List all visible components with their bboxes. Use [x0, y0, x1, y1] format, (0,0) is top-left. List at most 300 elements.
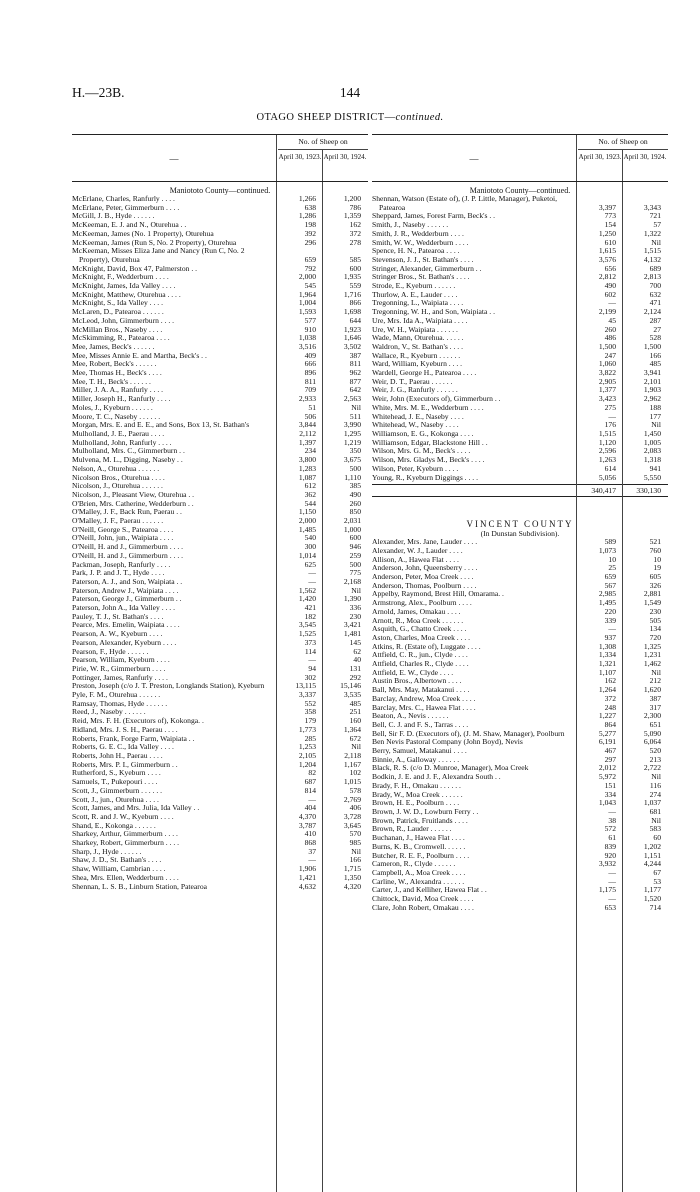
owner-name: Mee, Misses Annie E. and Martha, Beck's . . [72, 351, 207, 360]
sheep-1923: 45 [608, 315, 616, 325]
sheep-1924: 5,090 [643, 728, 661, 738]
sheep-1923: 1,283 [298, 463, 316, 473]
sheep-1923: 1,175 [598, 885, 616, 895]
table-row [372, 547, 668, 556]
sheep-1923: 577 [304, 315, 316, 325]
owner-name: Waldron, V., St. Bathan's . . . . [372, 342, 463, 351]
sheep-1923: 1,773 [298, 724, 316, 734]
table-row [372, 282, 668, 291]
table-row [72, 195, 368, 204]
owner-name: McKnight, David, Box 47, Palmerston . . [72, 264, 198, 273]
sheep-1924: 1,219 [343, 437, 361, 447]
owner-name: Clare, John Robert, Omakau . . . . [372, 903, 474, 912]
sheep-1923: 3,397 [598, 202, 616, 212]
sheep-1923: 1,334 [598, 650, 616, 660]
sheep-1924: 2,300 [643, 711, 661, 721]
sheep-1923: 51 [308, 402, 316, 412]
sheep-1923: 839 [604, 841, 616, 851]
owner-name: Mee, Thomas H., Beck's . . . . [72, 369, 162, 378]
sheep-1924: 1,015 [343, 777, 361, 787]
table-row [72, 726, 368, 735]
table-row [372, 212, 668, 221]
table-row [72, 604, 368, 613]
sheep-1923: 1,286 [298, 211, 316, 221]
sheep-1923: 659 [304, 254, 316, 264]
sheep-1924: 15,146 [340, 681, 361, 691]
table-row [72, 813, 368, 822]
sheep-1924: 1,935 [343, 272, 361, 282]
owner-name: Weir, John (Executors of), Gimmerburn . . [372, 395, 501, 404]
owner-name: Reid, Mrs. F. H. (Executors of), Kokonga. . [72, 717, 204, 726]
table-row [372, 843, 668, 852]
sheep-1924: 1,923 [343, 324, 361, 334]
table-row [72, 282, 368, 291]
table-row [372, 660, 668, 669]
sheep-1924: 317 [649, 702, 661, 712]
owner-name: Carter, J., and Kelliher, Hawea Flat . . [372, 886, 487, 895]
sheep-1923: 3,516 [298, 341, 316, 351]
owner-name: Williamson, E. G., Kokonga . . . . [372, 429, 474, 438]
owner-name: Bell, Sir F. D. (Executors of), (J. M. Shaw, Manager), Poolburn [372, 729, 565, 738]
table-row [72, 717, 368, 726]
sheep-1923: 3,844 [298, 420, 316, 430]
sheep-1924: 2,962 [643, 394, 661, 404]
sheep-1923: — [608, 867, 616, 877]
sheep-1923: 409 [304, 350, 316, 360]
sheep-1924: 62 [353, 646, 361, 656]
sheep-1923: — [308, 576, 316, 586]
table-row [72, 778, 368, 787]
sheep-1924: 962 [349, 368, 361, 378]
owner-name: Appelby, Raymond, Brest Hill, Omarama. . [372, 590, 504, 599]
sheep-1923: 1,906 [298, 864, 316, 874]
sheep-1924: 6,064 [643, 737, 661, 747]
sheep-1924: Nil [651, 772, 661, 782]
table-row [72, 856, 368, 865]
right-table [372, 134, 668, 912]
sheep-1924: 1,364 [343, 724, 361, 734]
sheep-1924: 1,715 [343, 864, 361, 874]
table-row [72, 883, 368, 892]
owner-name: Stringer Bros., St. Bathan's . . . . [372, 273, 470, 282]
sheep-1924: 3,343 [643, 202, 661, 212]
table-row [372, 617, 668, 626]
sheep-1924: 585 [349, 254, 361, 264]
sheep-1924: 116 [649, 780, 661, 790]
table-row [372, 404, 668, 413]
sheep-1924: 145 [349, 637, 361, 647]
owner-name: O'Malley, J. F., Paerau . . . . . . [72, 517, 164, 526]
sheep-1923: 3,822 [598, 368, 616, 378]
table-row [72, 273, 368, 282]
sheep-1923: 94 [308, 663, 316, 673]
table-row [372, 439, 668, 448]
table-row [72, 761, 368, 770]
table-body [372, 182, 668, 912]
owner-name: Attfield, Charles R., Clyde . . . . [372, 660, 469, 669]
table-row [72, 421, 368, 430]
sheep-1924: 166 [349, 855, 361, 865]
sheep-1923: 13,115 [295, 681, 316, 691]
sheep-1924: 67 [653, 867, 661, 877]
owner-name: Bodkin, J. E. and J. F., Alexandra South . . [372, 773, 501, 782]
sheep-1924: 188 [649, 402, 661, 412]
sheep-1924: 760 [649, 545, 661, 555]
title-continued: continued. [395, 112, 444, 123]
table-row [372, 773, 668, 782]
sheep-1923: 2,199 [598, 307, 616, 317]
left-table [72, 134, 368, 891]
sheep-1924: 2,083 [643, 446, 661, 456]
table-row [372, 730, 668, 739]
sheep-1923: 1,087 [298, 472, 316, 482]
sheep-1923: 614 [604, 463, 616, 473]
owner-name: McLaren, D., Patearoa . . . . . . [72, 308, 164, 317]
owner-name: Paterson, George J., Gimmerburn . . [72, 595, 182, 604]
owner-name: Bell, C. J. and F. S., Tarras . . . . [372, 720, 469, 729]
header-dash: — [469, 154, 479, 164]
sheep-1923: 1,250 [598, 228, 616, 238]
owner-name: Brady, W., Moa Creek . . . . . . [372, 790, 463, 799]
table-row [72, 212, 368, 221]
table-row [72, 743, 368, 752]
table-row [372, 869, 668, 878]
owner-name: Miller, J. A. A., Ranfurly . . . . [72, 386, 164, 395]
sheep-1923: 3,545 [298, 620, 316, 630]
sheep-1924: 1,481 [343, 629, 361, 639]
sheep-1923: 5,972 [598, 772, 616, 782]
sheep-1924: 1,231 [643, 650, 661, 660]
owner-name: Sharkey, Robert, Gimmerburn . . . . [72, 839, 180, 848]
sheep-1923: 10 [608, 554, 616, 564]
sheep-1924: 946 [349, 542, 361, 552]
owner-name: Wardell, George H., Patearoa . . . . [372, 369, 477, 378]
table-row [72, 796, 368, 805]
header-sheep-count: No. of Sheep on [598, 137, 648, 146]
sheep-1923: 540 [304, 533, 316, 543]
sheep-1923: 176 [604, 420, 616, 430]
table-row [372, 326, 668, 335]
total-row [372, 484, 668, 497]
sheep-1923: 1,107 [598, 667, 616, 677]
sheep-1924: 1,200 [343, 194, 361, 203]
table-row [372, 447, 668, 456]
table-row [72, 308, 368, 317]
sheep-1923: 1,420 [298, 594, 316, 604]
owner-name: Brown, H. E., Poolburn . . . . [372, 799, 460, 808]
sheep-1923: 864 [604, 719, 616, 729]
table-row [372, 704, 668, 713]
table-row [72, 526, 368, 535]
sheep-1923: 2,985 [598, 589, 616, 599]
sheep-1923: 1,264 [598, 685, 616, 695]
sheep-1924: 485 [349, 698, 361, 708]
sheep-1924: 877 [349, 376, 361, 386]
table-header [72, 134, 368, 182]
sheep-1923: 2,812 [598, 272, 616, 282]
table-row [72, 752, 368, 761]
sheep-1924: 2,118 [344, 751, 361, 760]
sheep-1923: — [308, 568, 316, 578]
title-main: OTAGO SHEEP DISTRICT— [256, 112, 396, 123]
owner-name: Carline, W., Alexandra . . . . . . [372, 877, 465, 886]
sheep-1924: 1,620 [643, 685, 661, 695]
owner-name: Atkins, R. (Estate of), Luggate . . . . [372, 642, 481, 651]
sheep-1923: 1,253 [298, 742, 316, 752]
table-row [72, 874, 368, 883]
sheep-1924: 336 [349, 603, 361, 613]
sheep-1923: 2,000 [298, 516, 316, 526]
sheep-1923: 552 [304, 698, 316, 708]
sheep-1923: 814 [304, 785, 316, 795]
section-heading: Maniototo County—continued. [469, 186, 571, 195]
owner-name: Whitehead, J. E., Naseby . . . . [372, 412, 464, 421]
sheep-1924: 134 [649, 624, 661, 634]
sheep-1924: 866 [349, 298, 361, 308]
owner-name: Brady, F. H., Omakau . . . . . . [372, 781, 461, 790]
table-row [372, 878, 668, 887]
sheep-1924: 681 [649, 807, 661, 816]
table-row [372, 895, 668, 904]
sheep-1924: 720 [649, 632, 661, 642]
sheep-1923: 896 [304, 368, 316, 378]
owner-name: Binnie, A., Galloway . . . . . . [372, 755, 460, 764]
sheep-1923: 5,277 [598, 728, 616, 738]
table-row [72, 769, 368, 778]
page-id: H.—23B. [72, 85, 125, 100]
sheep-1923: 296 [304, 237, 316, 247]
sheep-1924: 1,515 [643, 246, 661, 256]
sheep-1923: 589 [604, 537, 616, 547]
owner-name: McKnight, F., Wedderburn . . . . [72, 273, 169, 282]
table-row [72, 865, 368, 874]
owner-name: Sharkey, Arthur, Gimmerburn . . . . [72, 830, 178, 839]
sheep-1924: 1,462 [643, 659, 661, 669]
sheep-1923: 666 [304, 359, 316, 369]
table-row [72, 561, 368, 570]
sheep-1923: — [608, 876, 616, 886]
owner-name: McGill, J. B., Hyde . . . . . . [72, 212, 155, 221]
sheep-1923: 1,495 [598, 598, 616, 608]
sheep-1923: 1,204 [298, 759, 316, 769]
sheep-1924: 644 [349, 315, 361, 325]
sheep-1924: 1,322 [643, 228, 661, 238]
sheep-1923: 3,337 [298, 690, 316, 700]
sheep-1924: 578 [349, 785, 361, 795]
sheep-1923: — [608, 298, 616, 308]
sheep-1923: 358 [304, 707, 316, 717]
table-row [372, 782, 668, 791]
table-row [372, 430, 668, 439]
owner-name: Stevenson, J. J., St. Bathan's . . . . [372, 255, 474, 264]
sheep-1924: 651 [649, 719, 661, 729]
table-row [372, 651, 668, 660]
table-row [72, 291, 368, 300]
sheep-1923: 151 [604, 780, 616, 790]
owner-name: Chittock, David, Moa Creek . . . . [372, 895, 474, 904]
table-row [372, 395, 668, 404]
table-row [372, 474, 668, 483]
sheep-1923: 247 [604, 350, 616, 360]
owner-name: Sheppard, James, Forest Farm, Beck's . . [372, 212, 496, 221]
table-row [72, 848, 368, 857]
sheep-1924: 387 [349, 350, 361, 360]
owner-name: Ridland, Mrs. J. S. H., Paerau . . . . [72, 725, 178, 734]
sheep-1923: 2,905 [598, 376, 616, 386]
table-row [72, 534, 368, 543]
sheep-1923: 1,263 [598, 455, 616, 465]
sheep-1923: — [308, 794, 316, 804]
sheep-1924: 162 [349, 220, 361, 230]
sheep-1924: 213 [649, 754, 661, 764]
sheep-1924: Nil [351, 742, 361, 752]
owner-name: Shand, E., Kokonga . . . . . . [72, 821, 156, 830]
sheep-1924: 1,202 [643, 841, 661, 851]
table-row [72, 543, 368, 552]
sheep-1924: 2,031 [343, 516, 361, 526]
table-row [72, 474, 368, 483]
sheep-1923: 372 [604, 693, 616, 703]
sheep-1923: 82 [308, 768, 316, 778]
sheep-1923: 709 [304, 385, 316, 395]
table-row [72, 221, 368, 230]
table-row [72, 621, 368, 630]
table-row [372, 256, 668, 265]
sheep-1924: 505 [649, 615, 661, 625]
table-row [72, 508, 368, 517]
table-row [372, 195, 668, 212]
owner-name: Mulholland, Mrs. C., Gimmerburn . . [72, 447, 185, 456]
owner-name: Attfield, E. W., Clyde . . . . [372, 668, 454, 677]
owner-name: Asquith, G., Chatto Creek . . . . [372, 625, 467, 634]
table-row [72, 204, 368, 213]
table-row [72, 439, 368, 448]
sheep-1924: 1,520 [643, 894, 661, 904]
sheep-1924: 2,124 [643, 307, 661, 317]
sheep-1924: 1,390 [343, 594, 361, 604]
sheep-1923: 61 [608, 833, 616, 843]
owner-name: Ure, Mrs. Ida A., Waipiata . . . . [372, 316, 468, 325]
sheep-1923: 567 [604, 580, 616, 590]
owner-name: Samuels, T., Pukepouri . . . . [72, 778, 158, 787]
sheep-1924: 471 [649, 298, 661, 308]
table-row [372, 808, 668, 817]
sheep-1923: 612 [304, 481, 316, 491]
sheep-1923: 3,800 [298, 455, 316, 465]
sheep-1924: 632 [649, 289, 661, 299]
owner-name: Wallace, R., Kyeburn . . . . . . [372, 351, 461, 360]
sheep-1923: 334 [604, 789, 616, 799]
owner-name: Pottinger, James, Ranfurly . . . . [72, 673, 168, 682]
owner-name: Roberts, G. E. C., Ida Valley . . . . [72, 743, 174, 752]
sheep-1924: 520 [649, 746, 661, 756]
owner-name: Roberts, Mrs. P. I., Gimmerburn . . [72, 760, 178, 769]
table-row [372, 247, 668, 256]
sheep-1923: 198 [304, 220, 316, 230]
owner-name: Reed, J., Naseby . . . . . . [72, 708, 146, 717]
owner-name: O'Neill, H. and J., Gimmerburn . . . . [72, 543, 184, 552]
table-row [372, 695, 668, 704]
sheep-1923: 1,060 [598, 359, 616, 369]
table-row [72, 352, 368, 361]
sheep-1923: 811 [304, 376, 316, 386]
sheep-1923: — [308, 655, 316, 665]
owner-name: Ure, W. H., Waipiata . . . . . . [372, 325, 458, 334]
table-row [72, 369, 368, 378]
table-row [72, 334, 368, 343]
sheep-1924: Nil [651, 667, 661, 677]
sheep-1924: 57 [653, 220, 661, 230]
sheep-1923: 1,525 [298, 629, 316, 639]
table-row [372, 686, 668, 695]
owner-name: Beaton, A., Nevis . . . . . . [372, 712, 449, 721]
table-row [372, 852, 668, 861]
sheep-1924: 53 [653, 876, 661, 886]
sheep-1924: 1,167 [343, 759, 361, 769]
sheep-1924: 941 [649, 463, 661, 473]
owner-name: Young, R., Kyeburn Diggings . . . . [372, 473, 478, 482]
owner-name: Barclay, Andrew, Moa Creek . . . . [372, 694, 476, 703]
sheep-1923: 545 [304, 281, 316, 291]
owner-name: Alexander, W. J., Lauder . . . . [372, 546, 463, 555]
owner-name: Mee, Robert, Beck's . . . . . . [72, 360, 157, 369]
sheep-1923: 506 [304, 411, 316, 421]
owner-name: O'Neill, H. and J., Gimmerburn . . . . [72, 551, 184, 560]
sheep-1923: 1,964 [298, 289, 316, 299]
sheep-1924: 490 [349, 489, 361, 499]
sheep-1924: 600 [349, 263, 361, 273]
table-row [72, 386, 368, 395]
owner-name: McKeeman, E. J. and N., Oturehua . . [72, 221, 187, 230]
sheep-1924: 19 [653, 563, 661, 573]
table-row [72, 708, 368, 717]
table-row [72, 413, 368, 422]
owner-name: Shea, Mrs. Ellen, Wedderburn . . . . [72, 873, 179, 882]
sheep-1923: 392 [304, 228, 316, 238]
sheep-1923: 1,266 [298, 194, 316, 203]
owner-name: Armstrong, Alex., Poolburn . . . . [372, 599, 472, 608]
table-row [72, 447, 368, 456]
owner-name: Paterson, A. J., and Son, Waipiata . . [72, 577, 183, 586]
table-row [72, 587, 368, 596]
table-row [372, 582, 668, 591]
table-row [72, 299, 368, 308]
sheep-1923: — [608, 411, 616, 421]
sheep-1924: 259 [349, 550, 361, 560]
header-year-1923: April 30, 1923. [578, 153, 622, 161]
sheep-1923: 467 [604, 746, 616, 756]
sheep-1923: 653 [604, 902, 616, 912]
sheep-1924: 385 [349, 481, 361, 491]
owner-name: Sharp, J., Hyde . . . . . . [72, 847, 142, 856]
sheep-1923: 625 [304, 559, 316, 569]
owner-name: Brown, Patrick, Fruitlands . . . . [372, 816, 468, 825]
owner-name: Stringer, Alexander, Gimmerburn . . [372, 264, 482, 273]
owner-name: McMillan Bros., Naseby . . . . [72, 325, 163, 334]
table-row [72, 700, 368, 709]
sheep-1923: 1,227 [598, 711, 616, 721]
owner-name: McKeeman, James (Run S, No. 2 Property), Oturehua [72, 238, 237, 247]
owner-name: Pyle, F. M., Oturehua . . . . . . [72, 691, 161, 700]
table-row [72, 491, 368, 500]
sheep-1924: 251 [349, 707, 361, 717]
table-row [372, 669, 668, 678]
table-row [372, 360, 668, 369]
sheep-1924: 278 [349, 237, 361, 247]
table-row [372, 273, 668, 282]
sheep-1923: 220 [604, 606, 616, 616]
owner-name: McErlane, Charles, Ranfurly . . . . [72, 195, 175, 203]
